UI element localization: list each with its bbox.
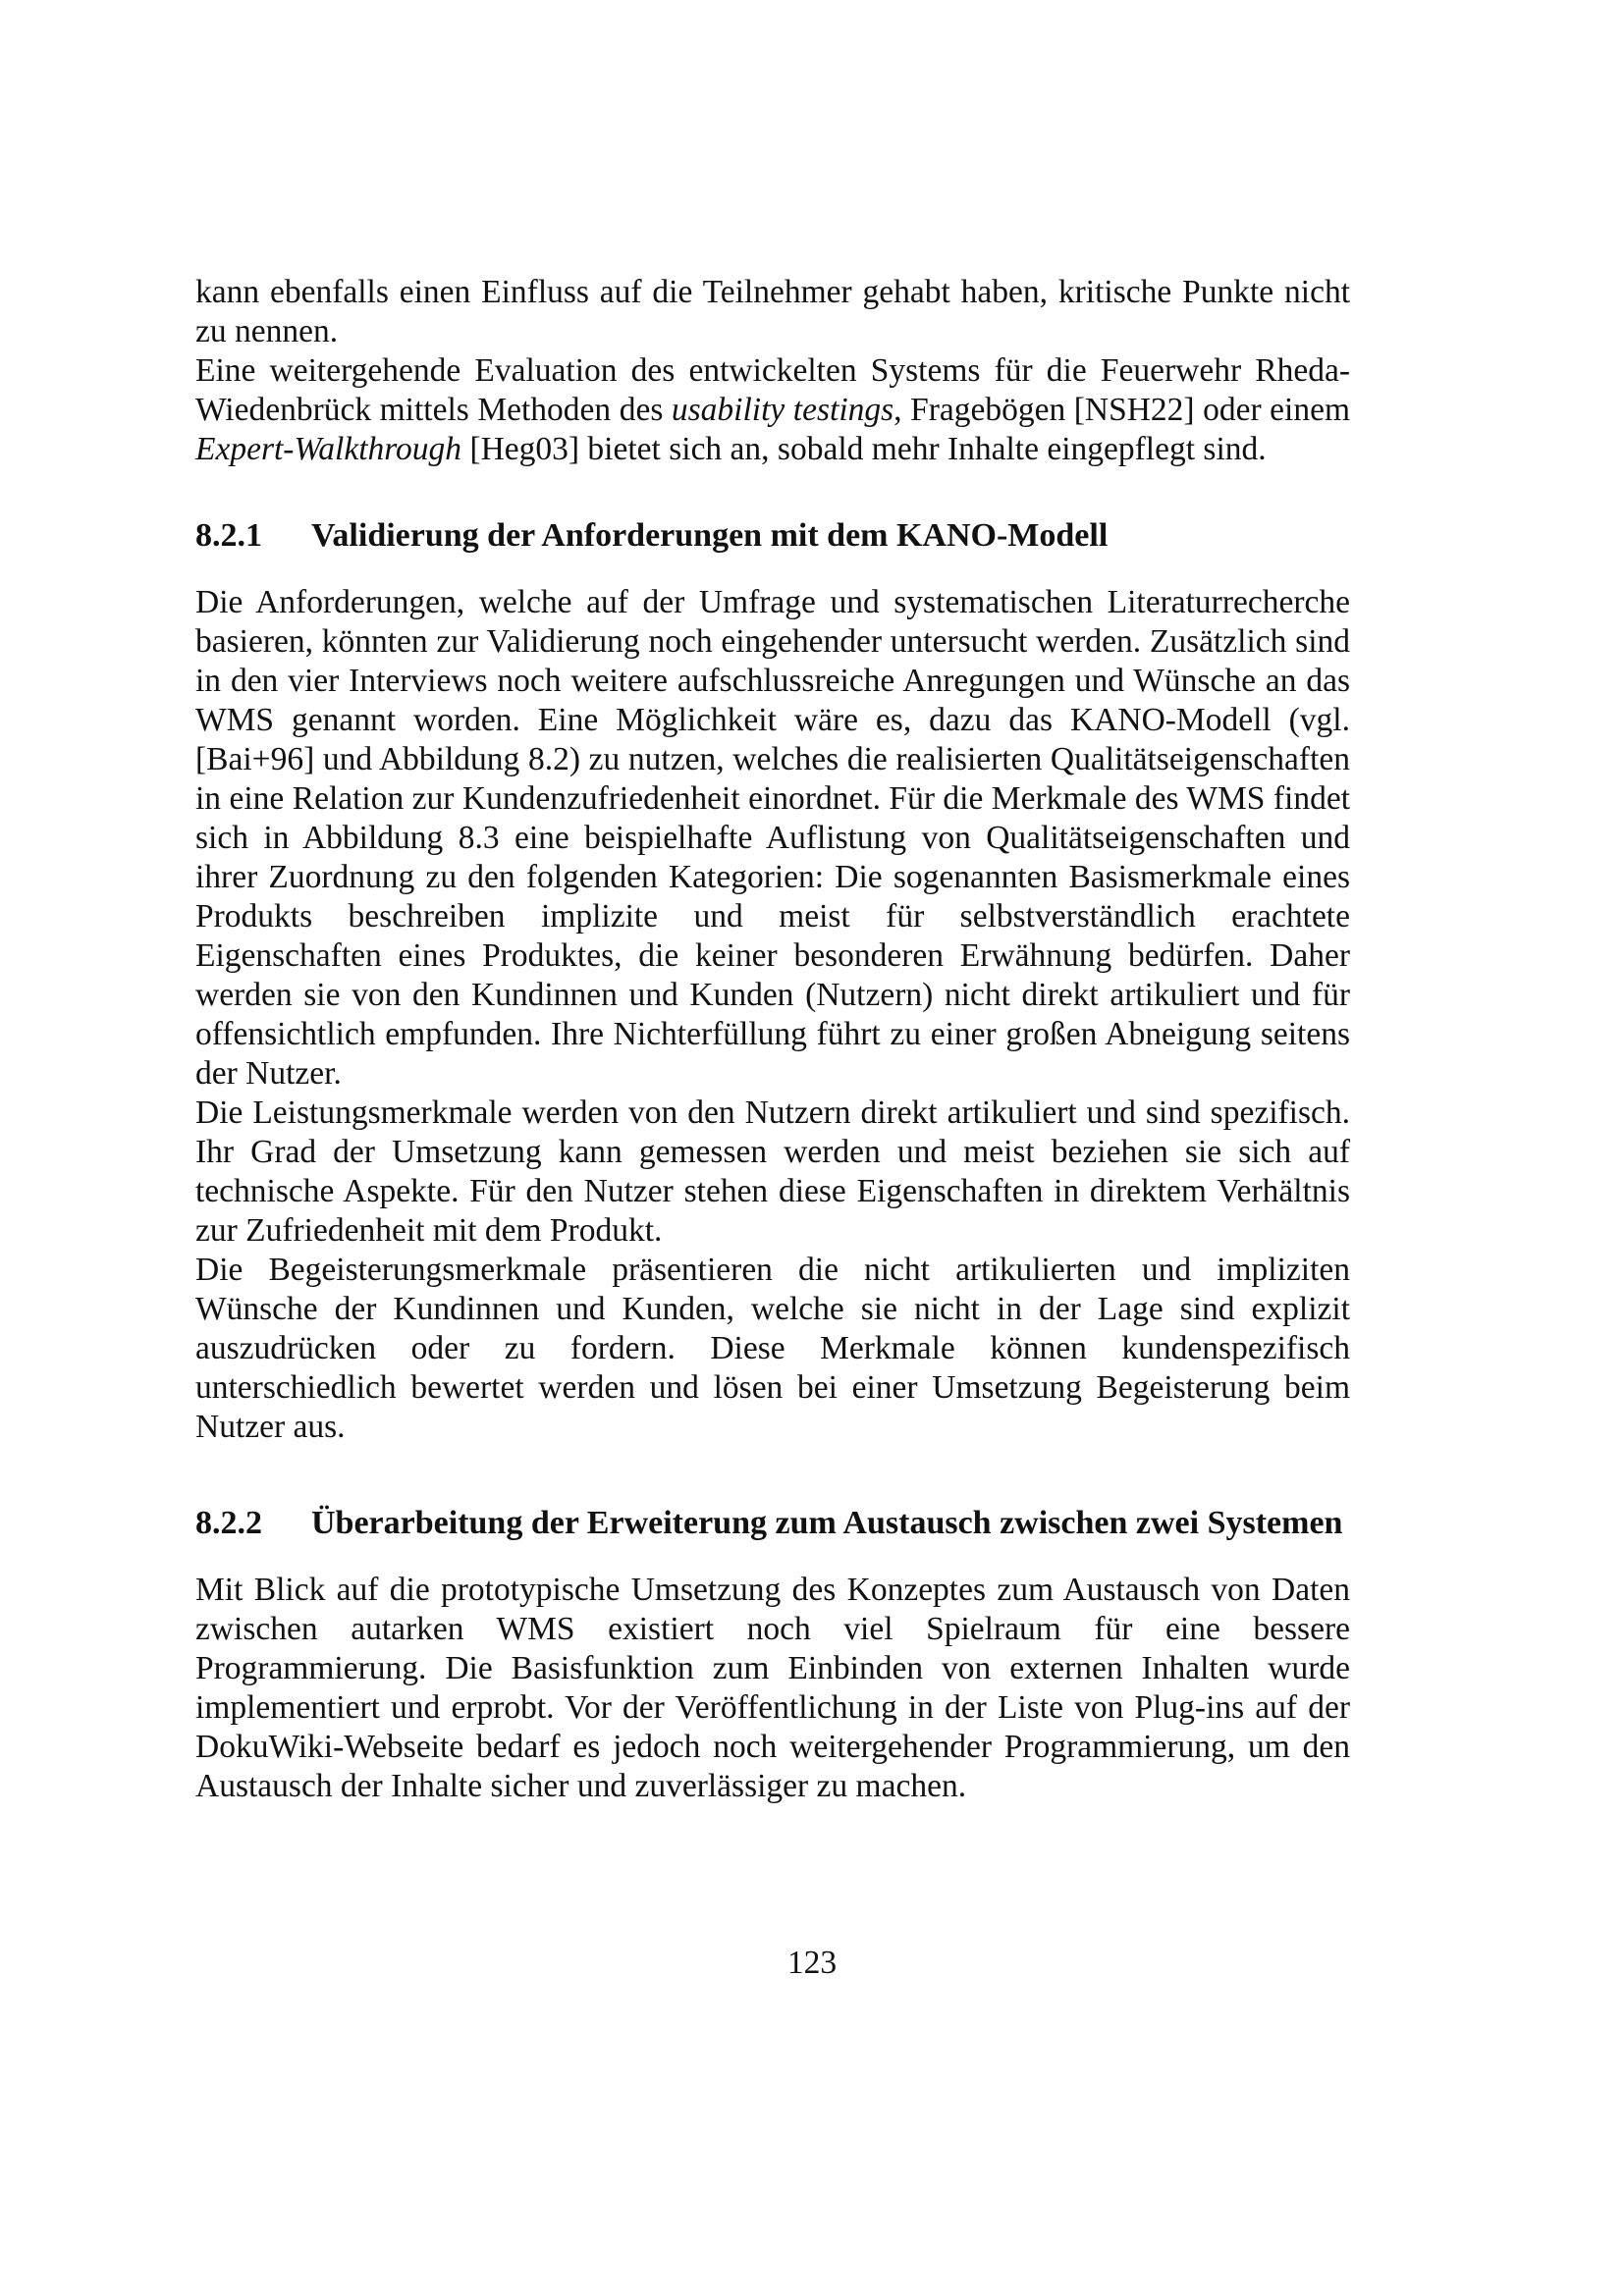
section1-paragraph-2: Die Leistungsmerkmale werden von den Nutzern direkt artikuliert und sind spezifisch. Ihr Grad der Umsetzung kann gemessen werden und meist beziehen sie sich auf technische Aspekte. Für den Nutzer stehen diese Eigenschaften in direktem Verhältnis zur Zufriedenheit mit dem Produkt. bbox=[195, 1095, 1350, 1249]
section-heading-8-2-2 bbox=[195, 1504, 1350, 1543]
page-number: 123 bbox=[786, 1945, 838, 1981]
section1-paragraph-1: Die Anforderungen, welche auf der Umfrage und systematischen Literaturrecherche basieren, könnten zur Validierung noch eingehender untersucht werden. Zusätzlich sind in den vier Interviews noch weitere aufschlussreiche Anregungen und Wünsche an das WMS genannt worden. Eine Möglichkeit wäre es, dazu das KANO-Modell (vgl. [Bai+96] und Abbildung 8.2) zu nutzen, welches die realisierten Qualitätseigenschaften in eine Relation zur Kundenzufriedenheit einordnet. Für die Merkmale des WMS findet sich in Abbildung 8.3 eine beispielhafte Auflistung von Qualitätseigenschaften und ihrer Zuordnung zu den folgenden Kategorien: Die sogenannten Basismerkmale eines Produkts beschreiben implizite und meist für selbstverständlich erachtete Eigenschaften eines Produktes, die keiner besonderen Erwähnung bedürfen. Daher werden sie von den Kundinnen und Kunden (Nutzern) nicht direkt artikuliert und für offensichtlich empfunden. Ihre Nichterfüllung führt zu einer großen Abneigung seitens der Nutzer. bbox=[195, 584, 1350, 1092]
page-content bbox=[195, 273, 1350, 1806]
section-number: 8.2.2 bbox=[195, 1505, 262, 1541]
intro-paragraph-1: kann ebenfalls einen Einfluss auf die Teilnehmer gehabt haben, kritische Punkte nicht zu nennen. bbox=[195, 274, 1350, 349]
intro-emphasis-walkthrough: Expert-Walkthrough bbox=[195, 431, 462, 467]
section-title: Überarbeitung der Erweiterung zum Austausch zwischen zwei Systemen bbox=[311, 1505, 1343, 1541]
section1-paragraph-3: Die Begeisterungsmerkmale präsentieren die nicht artikulierten und impliziten Wünsche der Kundinnen und Kunden, welche sie nicht in der Lage sind explizit auszudrücken oder zu fordern. Diese Merkmale können kundenspezifisch unterschiedlich bewertet werden und lösen bei einer Umsetzung Begeisterung beim Nutzer aus. bbox=[195, 1252, 1350, 1445]
intro-text-b: , Fragebögen [NSH22] oder einem bbox=[893, 392, 1350, 428]
section-heading-8-2-1 bbox=[195, 516, 1350, 556]
intro-text-c: [Heg03] bietet sich an, sobald mehr Inhalte eingepflegt sind. bbox=[461, 431, 1267, 467]
section2-paragraph-1: Mit Blick auf die prototypische Umsetzung des Konzeptes zum Austausch von Daten zwischen autarken WMS existiert noch viel Spielraum für eine bessere Programmierung. Die Basisfunktion zum Einbinden von externen Inhalten wurde implementiert und erprobt. Vor der Veröffentlichung in der Liste von Plug-ins auf der DokuWiki-Webseite bedarf es jedoch noch weitergehender Programmierung, um den Austausch der Inhalte sicher und zuverlässiger zu machen. bbox=[195, 1572, 1350, 1804]
section-body-8-2-1 bbox=[195, 583, 1350, 1447]
intro-paragraph-2 bbox=[195, 351, 1350, 469]
section-body-8-2-2 bbox=[195, 1571, 1350, 1806]
section-title: Validierung der Anforderungen mit dem KANO-Modell bbox=[311, 517, 1109, 554]
section-number: 8.2.1 bbox=[195, 517, 262, 554]
intro-text-a: Eine weitergehende Evaluation des entwickelten Systems für die Feuerwehr Rheda-Wiedenbrück mittels Methoden des bbox=[195, 352, 1350, 428]
intro-emphasis-usability: usability testings bbox=[671, 392, 894, 428]
